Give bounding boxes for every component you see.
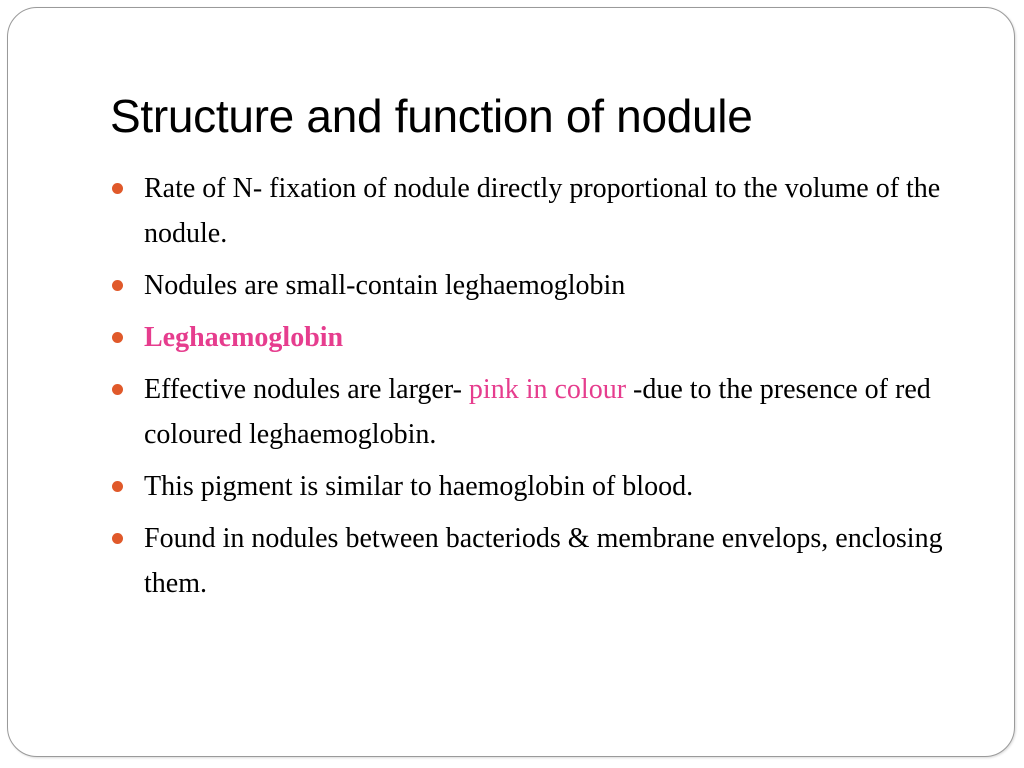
bullet-list (112, 166, 992, 613)
bullet-item-rate (112, 166, 992, 256)
bullet-dot-icon (112, 332, 123, 343)
bullet-text: Found in nodules between bacteriods & membrane envelops, enclosing them. (144, 523, 943, 599)
bullet-item-leghaemoglobin (112, 315, 992, 360)
bullet-text: This pigment is similar to haemoglobin of blood. (144, 471, 694, 502)
bullet-item-pigment (112, 464, 992, 509)
bullet-dot-icon (112, 183, 123, 194)
bullet-item-found-in (112, 516, 992, 606)
bullet-dot-icon (112, 481, 123, 492)
bullet-dot-icon (112, 280, 123, 291)
bullet-text: Rate of N- fixation of nodule directly proportional to the volume of the nodule. (144, 173, 941, 249)
bullet-text-before: Effective nodules are larger- (144, 374, 469, 405)
bullet-item-nodules-small (112, 263, 992, 308)
bullet-text: Nodules are small-contain leghaemoglobin (144, 270, 626, 301)
bullet-text-pink: pink in colour (468, 374, 627, 405)
bullet-item-effective-nodules (112, 367, 992, 457)
bullet-text-after: -due to the presence of red coloured leghaemoglobin. (144, 374, 931, 450)
slide-title: Structure and function of nodule (110, 90, 753, 142)
bullet-dot-icon (112, 533, 123, 544)
bullet-dot-icon (112, 384, 123, 395)
bullet-text-highlighted: Leghaemoglobin (144, 322, 344, 353)
